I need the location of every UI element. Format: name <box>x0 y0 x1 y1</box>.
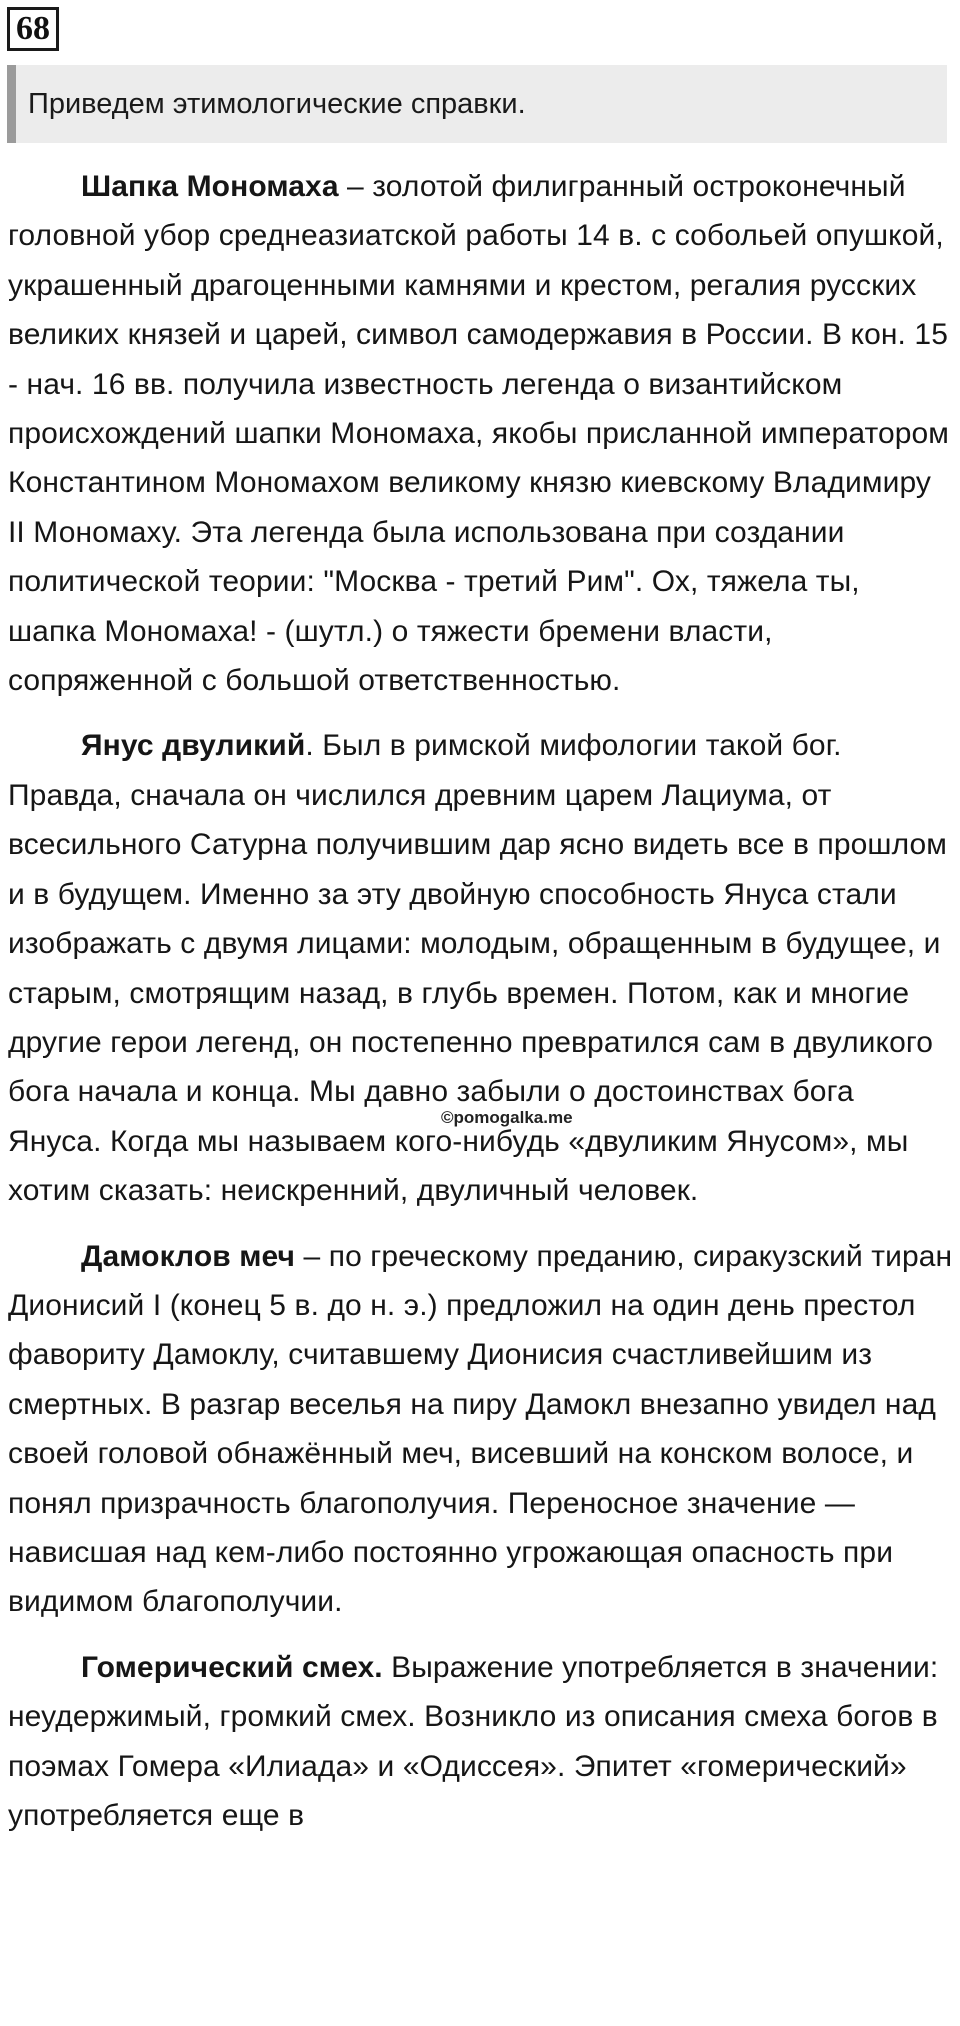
term-monomakh-cap: Шапка Мономаха <box>81 170 339 203</box>
term-damocles-sword: Дамоклов меч <box>81 1239 296 1273</box>
paragraph-damocles-sword <box>8 1232 954 1627</box>
task-number: 68 <box>7 7 59 51</box>
watermark: ©pomogalka.me <box>441 1108 573 1127</box>
paragraph-janus <box>8 721 954 1215</box>
paragraph-monomakh-cap <box>8 162 954 705</box>
definition-monomakh-cap: – золотой филигранный остроконечный головной убор среднеазиатской работы 14 в. с собольей опушкой, украшенный драгоценными камнями и крестом, регалия русских великих князей и царей, символ самодержавия в России. В кон. 15 - нач. 16 вв. получила известность легенда о византийском происхождений шапки Мономаха, якобы присланной императором Константином Мономахом великому князю киевскому Владимиру II Мономаху. Эта легенда была использована при создании политической теории: "Москва - третий Рим". Ох, тяжела ты, шапка Мономаха! - (шутл.) о тяжести бремени власти, сопряженной с большой ответственностью. <box>8 170 950 698</box>
article-body <box>8 162 954 1856</box>
definition-janus: . Был в римской мифологии такой бог. Правда, сначала он числился древним царем Лациума, от всесильного Сатурна получившим дар ясно видеть все в прошлом и в будущем. Именно за эту двойную способность Януса стали изображать с двумя лицами: молодым, обращенным в будущее, и старым, смотрящим назад, в глубь времен. Потом, как и многие другие герои легенд, он постепенно превратился сам в двуликого бога начала и конца. Мы давно забыли о достоинствах бога Януса. Когда мы называем кого-нибудь «двуликим Янусом», мы хотим сказать: неискренний, двуличный человек. <box>8 729 948 1208</box>
definition-damocles-sword: – по греческому преданию, сиракузский тиран Дионисий I (конец 5 в. до н. э.) предложил на один день престол фавориту Дамоклу, считавшему Дионисия счастливейшим из смертных. В разгар веселья на пиру Дамокл внезапно увидел над своей головой обнажённый меч, висевший на конском волосе, и понял призрачность благополучия. Переносное значение — нависшая над кем-либо постоянно угрожающая опасность при видимом благополучии. <box>8 1239 953 1619</box>
term-homeric-laughter: Гомерический смех. <box>81 1650 383 1684</box>
intro-callout: Приведем этимологические справки. <box>7 65 947 143</box>
definition-homeric-laughter: Выражение употребляется в значении: неудержимый, громкий смех. Возникло из описания смеха богов в поэмах Гомера «Илиада» и «Одиссея». Эпитет «гомерический» употребляется еще в <box>8 1650 939 1832</box>
paragraph-homeric-laughter <box>8 1643 954 1841</box>
term-janus: Янус двуликий <box>81 729 306 763</box>
